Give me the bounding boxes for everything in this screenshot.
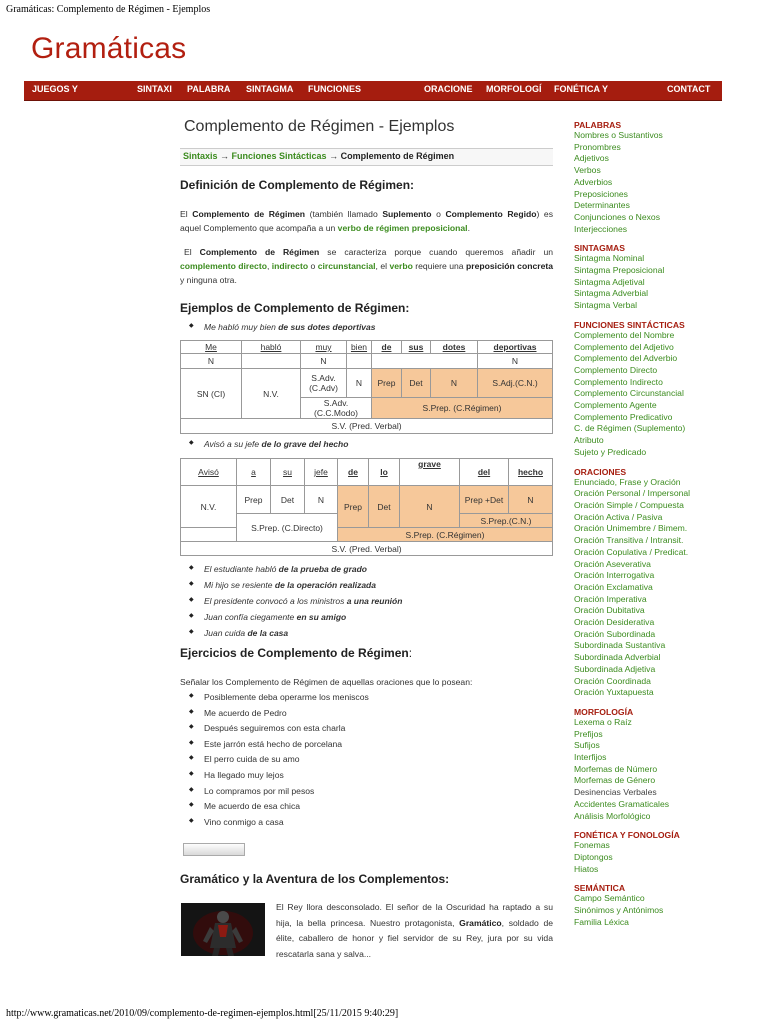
sidebar-link[interactable]: Adverbios xyxy=(574,176,613,187)
sidebar-link[interactable]: Complemento Indirecto xyxy=(574,376,663,387)
table-cell: S.V. (Pred. Verbal) xyxy=(181,542,553,556)
table-cell: SN (CI) xyxy=(181,369,242,419)
sidebar-link[interactable]: Oración Activa / Pasiva xyxy=(574,511,663,522)
sidebar-link[interactable]: Morfemas de Número xyxy=(574,763,658,774)
sidebar-link[interactable]: Oración Exclamativa xyxy=(574,581,653,592)
sidebar-link[interactable]: Morfemas de Género xyxy=(574,775,656,786)
table-cell: S.V. (Pred. Verbal) xyxy=(181,419,553,434)
table-cell: Det xyxy=(369,486,400,528)
exercises-intro: Señalar los Complemento de Régimen de aquellas oraciones que lo posean: xyxy=(180,677,473,687)
footer-url: http://www.gramaticas.net/2010/09/complemento-de-regimen-ejemplos.html[25/11/2015 9:40:29] xyxy=(6,1008,399,1019)
sidebar-heading: SINTAGMAS xyxy=(574,243,625,254)
table-cell: S.Prep.(C.N.) xyxy=(460,514,553,528)
nav-item-fonetica[interactable]: FONÉTICA Y xyxy=(554,84,609,94)
nav-item-oraciones[interactable]: ORACIONE xyxy=(424,84,473,94)
table-cell: Det xyxy=(271,486,305,514)
main-content xyxy=(180,112,554,959)
table-header: Avisó xyxy=(181,459,237,486)
sidebar-link[interactable]: Hiatos xyxy=(574,863,599,874)
sidebar-section-fonetica xyxy=(574,830,754,875)
nav-item-juegos[interactable]: JUEGOS Y xyxy=(32,84,78,94)
sidebar-section-oraciones xyxy=(574,467,754,699)
sidebar-link[interactable]: Sintagma Nominal xyxy=(574,253,645,264)
sidebar-link[interactable]: Oración Imperativa xyxy=(574,593,647,604)
table-cell xyxy=(372,354,478,369)
table-header: del xyxy=(460,459,509,486)
sidebar-heading: SEMÁNTICA xyxy=(574,883,626,894)
sidebar-link[interactable]: Sintagma Preposicional xyxy=(574,265,665,276)
breadcrumb-current: Complemento de Régimen xyxy=(340,151,455,161)
table-cell: N xyxy=(181,354,242,369)
sidebar-link[interactable]: Enunciado, Frase y Oración xyxy=(574,476,681,487)
exercises-list xyxy=(180,692,553,832)
sidebar-link[interactable]: Pronombres xyxy=(574,141,621,152)
table-cell: S.Adj.(C.N.) xyxy=(478,369,553,398)
more-examples-list xyxy=(180,564,553,644)
table-header: grave xyxy=(400,459,460,486)
table-cell: N xyxy=(347,369,372,398)
list-item: ◆ El estudiante habló de la prueba de grado xyxy=(180,564,553,580)
sidebar-link[interactable]: Sinónimos y Antónimos xyxy=(574,905,664,916)
list-item: ◆ Este jarrón está hecho de porcelana xyxy=(180,739,553,755)
sidebar-link[interactable]: Fonemas xyxy=(574,840,610,851)
definition-paragraph-1: El Complemento de Régimen (también llamado Suplemento o Complemento Regido) es aquel Complemento que acompaña a un verbo de régimen preposicional. xyxy=(180,209,554,233)
table-header: de xyxy=(372,341,402,354)
sidebar-link[interactable]: Atributo xyxy=(574,435,604,446)
table-header: deportivas xyxy=(478,341,553,354)
sidebar-link[interactable]: C. de Régimen (Suplemento) xyxy=(574,423,686,434)
sidebar-link[interactable]: Oración Unimembre / Bimem. xyxy=(574,523,688,534)
page-title: Complemento de Régimen - Ejemplos xyxy=(184,118,455,135)
sidebar-link[interactable]: Complemento del Adverbio xyxy=(574,353,678,364)
sidebar-link[interactable]: Oración Aseverativa xyxy=(574,558,651,569)
sidebar-link[interactable]: Campo Semántico xyxy=(574,893,645,904)
sidebar-section-semantica xyxy=(574,883,754,928)
list-item: ◆ Me acuerdo de esa chica xyxy=(180,801,553,817)
sidebar-link[interactable]: Determinantes xyxy=(574,200,630,211)
sidebar-link[interactable]: Complemento Directo xyxy=(574,364,658,375)
sidebar-link[interactable]: Diptongos xyxy=(574,851,613,862)
list-item: ◆ Ha llegado muy lejos xyxy=(180,770,553,786)
sidebar-link[interactable]: Oración Yuxtapuesta xyxy=(574,687,654,698)
table-header: hecho xyxy=(509,459,553,486)
list-item: ◆ Lo compramos por mil pesos xyxy=(180,786,553,802)
sidebar xyxy=(574,120,754,928)
analysis-table-1 xyxy=(180,340,553,434)
adventure-text: El Rey llora desconsolado. El señor de la Oscuridad ha raptado a su hija, la bella princesa. Nuestro protagonista, Gramático, soldado de élite, caballero de honor y fiel servidor de su Rey, jura por su vida rescatarla sana y salva... xyxy=(276,902,553,959)
main-nav xyxy=(24,81,722,101)
table-cell: S.Adv. (C.Adv) xyxy=(301,369,347,398)
sidebar-link[interactable]: Interjecciones xyxy=(574,223,628,234)
table-cell xyxy=(181,528,237,542)
definition-paragraph-2: El Complemento de Régimen se caracteriza porque cuando queremos añadir un complemento directo, indirecto o circunstancial, el verbo requiere una preposición concreta y ninguna otra. xyxy=(180,247,554,285)
sidebar-section-palabras xyxy=(574,120,754,235)
list-item: ◆ Después seguiremos con esta charla xyxy=(180,723,553,739)
sidebar-link[interactable]: Complemento del Adjetivo xyxy=(574,341,674,352)
sidebar-link[interactable]: Oración Subordinada xyxy=(574,628,656,639)
table-cell: S.Adv. (C.C.Modo) xyxy=(301,398,372,419)
link-verbo[interactable]: verbo xyxy=(389,261,413,271)
table-header: sus xyxy=(402,341,431,354)
show-solutions-button[interactable] xyxy=(183,843,245,856)
list-item: ◆ Me acuerdo de Pedro xyxy=(180,708,553,724)
list-item: ◆ Me habló muy bien de sus dotes deportivas xyxy=(180,322,553,338)
site-logo[interactable]: Gramáticas xyxy=(31,32,187,65)
sidebar-link[interactable]: Prefijos xyxy=(574,728,603,739)
table-header: jefe xyxy=(305,459,338,486)
table-cell: S.Prep. (C.Régimen) xyxy=(372,398,553,419)
sidebar-heading: FUNCIONES SINTÁCTICAS xyxy=(574,319,685,330)
table-cell: N.V. xyxy=(242,369,301,419)
knight-image xyxy=(181,903,265,956)
sidebar-link[interactable]: Complemento Circunstancial xyxy=(574,388,684,399)
sidebar-heading: ORACIONES xyxy=(574,466,627,477)
sidebar-section-funciones xyxy=(574,320,754,459)
nav-item-funciones[interactable]: FUNCIONES xyxy=(308,84,362,94)
table-cell xyxy=(242,354,301,369)
nav-item-sintagmas[interactable]: SINTAGMA xyxy=(246,84,294,94)
sidebar-link[interactable]: Desinencias Verbales xyxy=(574,787,657,798)
table-header: a xyxy=(237,459,271,486)
sidebar-link[interactable]: Oración Personal / Impersonal xyxy=(574,488,691,499)
table-header: Me xyxy=(181,341,242,354)
table-cell: N xyxy=(305,486,338,514)
sidebar-link[interactable]: Oración Desiderativa xyxy=(574,617,655,628)
sidebar-link[interactable]: Sufijos xyxy=(574,740,600,751)
definition-heading: Definición de Complemento de Régimen: xyxy=(180,178,415,192)
sidebar-link[interactable]: Complemento Predicativo xyxy=(574,411,673,422)
sidebar-link[interactable]: Accidentes Gramaticales xyxy=(574,798,670,809)
table-cell: Prep +Det xyxy=(460,486,509,514)
table-header: su xyxy=(271,459,305,486)
sidebar-section-morfologia xyxy=(574,707,754,822)
exercises-heading: Ejercicios de Complemento de Régimen: xyxy=(180,646,413,660)
table-cell: N xyxy=(400,486,460,528)
sidebar-link[interactable]: Oración Dubitativa xyxy=(574,605,645,616)
sidebar-link[interactable]: Complemento del Nombre xyxy=(574,329,675,340)
sidebar-link[interactable]: Oración Coordinada xyxy=(574,675,651,686)
example-1 xyxy=(180,322,553,338)
sidebar-link[interactable]: Oración Copulativa / Predicat. xyxy=(574,546,689,557)
adventure-heading: Gramático y la Aventura de los Complementos: xyxy=(180,872,450,886)
list-item: ◆ Juan cuida de la casa xyxy=(180,628,553,644)
sidebar-link[interactable]: Análisis Morfológico xyxy=(574,810,651,821)
sidebar-link[interactable]: Verbos xyxy=(574,165,601,176)
gramatico-game-image[interactable] xyxy=(181,903,265,956)
breadcrumb-sintaxis[interactable]: Sintaxis xyxy=(183,151,218,161)
table-cell: N xyxy=(478,354,553,369)
list-item: ◆ El perro cuida de su amo xyxy=(180,754,553,770)
sidebar-link[interactable]: Oración Interrogativa xyxy=(574,570,655,581)
sidebar-link[interactable]: Sintagma Adverbial xyxy=(574,288,649,299)
table-header: bien xyxy=(347,341,372,354)
table-header: muy xyxy=(301,341,347,354)
sidebar-heading: PALABRAS xyxy=(574,120,622,130)
table-cell xyxy=(347,354,372,369)
table-cell: Det xyxy=(402,369,431,398)
sidebar-heading: MORFOLOGÍA xyxy=(574,706,634,717)
list-item: ◆ Juan confía ciegamente en su amigo xyxy=(180,612,553,628)
sidebar-link[interactable]: Preposiciones xyxy=(574,188,628,199)
table-header: habló xyxy=(242,341,301,354)
sidebar-link[interactable]: Subordinada Sustantiva xyxy=(574,640,666,651)
table-cell: N xyxy=(509,486,553,514)
analysis-table-2 xyxy=(180,458,553,556)
sidebar-link[interactable]: Oración Simple / Compuesta xyxy=(574,499,684,510)
sidebar-link[interactable]: Sintagma Verbal xyxy=(574,300,638,311)
breadcrumb-separator: → xyxy=(217,151,232,161)
examples-heading: Ejemplos de Complemento de Régimen: xyxy=(180,301,410,315)
table-cell: Prep xyxy=(338,486,369,528)
table-header: de xyxy=(338,459,369,486)
document-title: Gramáticas: Complemento de Régimen - Ejemplos xyxy=(6,4,211,15)
sidebar-link[interactable]: Conjunciones o Nexos xyxy=(574,211,660,222)
sidebar-link[interactable]: Adjetivos xyxy=(574,153,609,164)
list-item: ◆ El presidente convocó a los ministros a una reunión xyxy=(180,596,553,612)
table-cell: N.V. xyxy=(181,486,237,528)
sidebar-link[interactable]: Interfijos xyxy=(574,752,607,763)
nav-item-morfologia[interactable]: MORFOLOGÍ xyxy=(486,84,542,94)
link-indirecto[interactable]: indirecto xyxy=(271,261,309,271)
sidebar-link[interactable]: Familia Léxica xyxy=(574,916,629,927)
sidebar-link[interactable]: Lexema o Raíz xyxy=(574,716,632,727)
table-cell: S.Prep. (C.Régimen) xyxy=(338,528,553,542)
sidebar-link[interactable]: Complemento Agente xyxy=(574,400,657,411)
table-cell: N xyxy=(431,369,478,398)
breadcrumb-funciones[interactable]: Funciones Sintácticas xyxy=(231,151,327,161)
list-item: ◆ Avisó a su jefe de lo grave del hecho xyxy=(180,439,553,455)
table-cell: Prep xyxy=(237,486,271,514)
sidebar-link[interactable]: Nombres o Sustantivos xyxy=(574,130,663,140)
breadcrumb xyxy=(180,148,553,166)
sidebar-link[interactable]: Sintagma Adjetival xyxy=(574,276,645,287)
list-item: ◆ Mi hijo se resiente de la operación realizada xyxy=(180,580,553,596)
nav-item-contacto[interactable]: CONTACT xyxy=(667,84,711,94)
breadcrumb-separator: → xyxy=(326,151,341,161)
table-header: lo xyxy=(369,459,400,486)
link-verbo-regimen[interactable]: verbo de régimen preposicional xyxy=(337,223,468,233)
sidebar-heading: FONÉTICA Y FONOLOGÍA xyxy=(574,830,680,841)
list-item: ◆ Vino conmigo a casa xyxy=(180,817,553,833)
nav-item-palabras[interactable]: PALABRA xyxy=(187,84,231,94)
sidebar-link[interactable]: Oración Transitiva / Intransit. xyxy=(574,535,684,546)
link-complemento-directo[interactable]: complemento directo xyxy=(180,261,267,271)
sidebar-link[interactable]: Sujeto y Predicado xyxy=(574,446,647,457)
table-cell: N xyxy=(301,354,347,369)
nav-item-sintaxis[interactable]: SINTAXI xyxy=(137,84,172,94)
link-circunstancial[interactable]: circunstancial xyxy=(317,261,376,271)
list-item: ◆ Posiblemente deba operarme los meniscos xyxy=(180,692,553,708)
table-cell: S.Prep. (C.Directo) xyxy=(237,514,338,542)
table-header: dotes xyxy=(431,341,478,354)
sidebar-section-sintagmas xyxy=(574,243,754,312)
sidebar-link[interactable]: Subordinada Adjetiva xyxy=(574,663,656,674)
sidebar-link[interactable]: Subordinada Adverbial xyxy=(574,652,661,663)
example-2 xyxy=(180,439,553,455)
table-cell: Prep xyxy=(372,369,402,398)
